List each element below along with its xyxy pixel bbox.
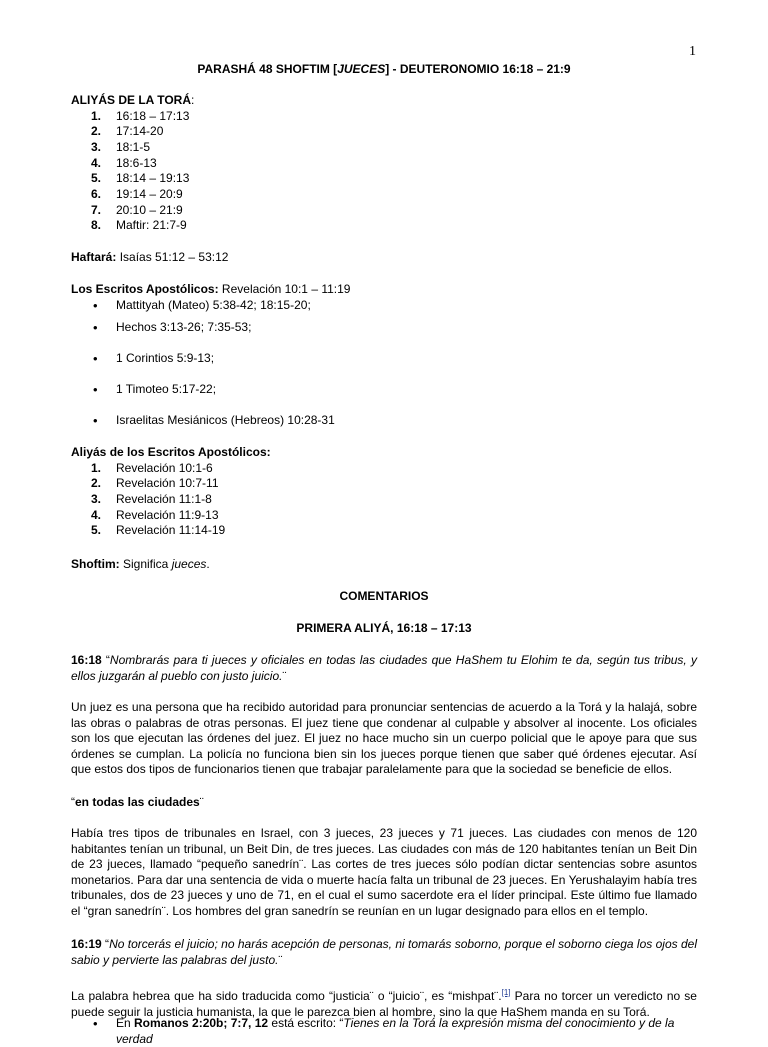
list-item [71,156,697,172]
list-text: Revelación 10:7-11 [116,476,219,491]
list-number: 6. [91,187,102,202]
list-text: Revelación 11:9-13 [116,507,219,522]
paragraph-tribunales: Había tres tipos de tribunales en Israel, con 3 jueces, 23 jueces y 71 jueces. Las ciudades con menos de 120 habitantes tenían un tribunal, un Beit Din, de tres jueces. Las ciudades con más de 120 habitantes tenían un Beit Din de 23 jueces, llamado “pequeño sanedrín¨. Las cortes de tres jueces sólo podían dictar sentencias sobre asuntos monetarios. Para dar una sentencia de vida o muerte hacía falta un tribunal de 23 jueces. En Yerushalayim había tres tribunales, dos de 23 jueces y uno de 71, en el cual el sumo sacerdote era el líder principal. Este último fue llamado el “gran sanedrín¨. Los hombres del gran sanedrín se reunían en un lugar designado para ellos en el templo. [71,826,697,918]
list-number: 5. [91,171,102,186]
verse-text: No torcerás el juicio; no harás acepción de personas, ni tomarás soborno, porque el soborno ciega los ojos del sabio y pervierte las palabras del justo. [71,937,697,967]
aliyas-escritos-label: Aliyás de los Escritos Apostólicos: [71,445,271,459]
verse-ref: 16:19 [71,937,102,951]
list-item [71,109,697,125]
aliyas-escritos-section [71,445,697,539]
romanos-bullet [71,1016,697,1047]
list-item [71,203,697,219]
haftara-line [71,250,697,266]
list-number: 7. [91,202,102,217]
list-number: 2. [91,124,102,139]
bullet-mid: está escrito: “ [268,1016,344,1030]
sub-close: ¨ [199,795,204,809]
page-number: 1 [689,44,696,59]
comentarios-heading: COMENTARIOS [339,589,429,603]
sub-bold: en todas las ciudades [75,795,200,809]
list-item [71,508,697,524]
list-number: 1. [91,460,102,475]
haftara-label: Haftará: [71,250,117,264]
list-text: Revelación 11:14-19 [116,523,226,538]
bullet-pre: En [116,1016,135,1030]
list-item: • 1 Timoteo 5:17-22; [71,382,216,398]
escritos-text: Revelación 10:1 – 11:19 [218,282,351,296]
list-item [71,171,697,187]
list-text: Maftir: 21:7-9 [116,218,187,233]
title-post: ] - DEUTERONOMIO 16:18 – 21:9 [385,62,571,76]
list-text: 18:1-5 [116,139,151,154]
list-text: 16:18 – 17:13 [116,108,190,123]
list-item [71,492,697,508]
list-number: 4. [91,155,102,170]
document-title [71,62,697,78]
verse-text: Nombrarás para ti jueces y oficiales en todas las ciudades que HaShem tu Elohim te da, según tus tribus, y ellos juzgarán al pueblo con justo juicio. [71,653,697,683]
list-number: 3. [91,139,102,154]
bullet-bold: Romanos 2:20b; 7:7, 12 [134,1016,269,1030]
shoftim-post: . [206,557,210,571]
verse-16-19 [71,937,697,968]
quote-close: ¨ [282,668,287,683]
haftara-text: Isaías 51:12 – 53:12 [116,250,229,264]
list-item: • 1 Corintios 5:9-13; [71,351,214,367]
list-item [71,124,697,140]
shoftim-italic: jueces [171,557,207,571]
list-text: 18:14 – 19:13 [116,171,190,186]
escritos-line [71,282,697,298]
escritos-label: Los Escritos Apostólicos: [71,282,219,296]
list-number: 1. [91,108,102,123]
list-text: Revelación 10:1-6 [116,460,213,475]
footnote-link[interactable]: [1] [501,988,511,997]
list-text: 19:14 – 20:9 [116,187,183,202]
list-text: 17:14-20 [116,124,164,139]
list-number: 4. [91,507,102,522]
list-item [71,218,697,234]
bullet-italic: Tienes en la Torá la expresión misma del conocimiento y de la verdad [116,1016,675,1046]
aliyas-section [71,93,697,234]
quote-close: ¨ [278,952,283,967]
list-number: 3. [91,491,102,506]
mishpat-text-a: La palabra hebrea que ha sido traducida como “justicia¨ o “juicio¨, es “mishpat¨. [71,989,502,1003]
list-text: Revelación 11:1-8 [116,491,212,506]
aliyas-colon: : [191,93,195,107]
list-item [71,476,697,492]
subheading-ciudades [71,795,697,811]
list-item: • Mattityah (Mateo) 5:38-42; 18:15-20; [71,298,311,314]
list-item [71,1016,697,1047]
shoftim-line [71,557,697,573]
list-item [71,140,697,156]
title-italic: JUECES [337,62,386,76]
list-item: • Hechos 3:13-26; 7:35-53; [71,320,251,336]
list-item [71,523,697,539]
list-text: 20:10 – 21:9 [116,202,183,217]
aliyas-escritos-list [71,461,697,539]
aliyas-list [71,109,697,235]
list-item [71,187,697,203]
shoftim-pre: Significa [119,557,172,571]
primera-aliya-heading: PRIMERA ALIYÁ, 16:18 – 17:13 [296,621,472,635]
mishpat-text-b: Para no torcer un veredicto no se puede seguir la justicia humanista, la que le parezca bien al hombre, sino la que HaShem manda en su Torá. [71,989,697,1019]
sub-open: “ [71,795,75,809]
list-item [71,461,697,477]
quote-open: “ [101,937,110,951]
quote-open: “ [101,653,110,667]
aliyas-label: ALIYÁS DE LA TORÁ [71,93,192,107]
verse-ref: 16:18 [71,653,102,667]
list-number: 2. [91,476,102,491]
title-pre: PARASHÁ 48 SHOFTIM [ [197,62,338,76]
list-number: 5. [91,523,102,538]
list-number: 8. [91,218,102,233]
paragraph-mishpat [71,985,697,1020]
list-item: • Israelitas Mesiánicos (Hebreos) 10:28-31 [71,413,335,429]
verse-16-18 [71,653,697,684]
shoftim-label: Shoftim: [71,557,120,571]
paragraph-juez: Un juez es una persona que ha recibido autoridad para pronunciar sentencias de acuerdo a la Torá y la halajá, sobre las obras o palabras de otras personas. El juez tiene que condenar al culpable y absolver al inocente. Los oficiales son los que ejecutan las órdenes del juez. El juez no hace mucho sin un cuerpo policial que le apoye para que sus órdenes se cumplan. La policía no funciona bien sin los jueces porque tienen que saber qué órdenes ejecutar. Así que estos dos tipos de funcionarios tienen que trabajar paralelamente para que la sociedad se beneficie de ellos. [71,700,697,777]
list-text: 18:6-13 [116,155,157,170]
